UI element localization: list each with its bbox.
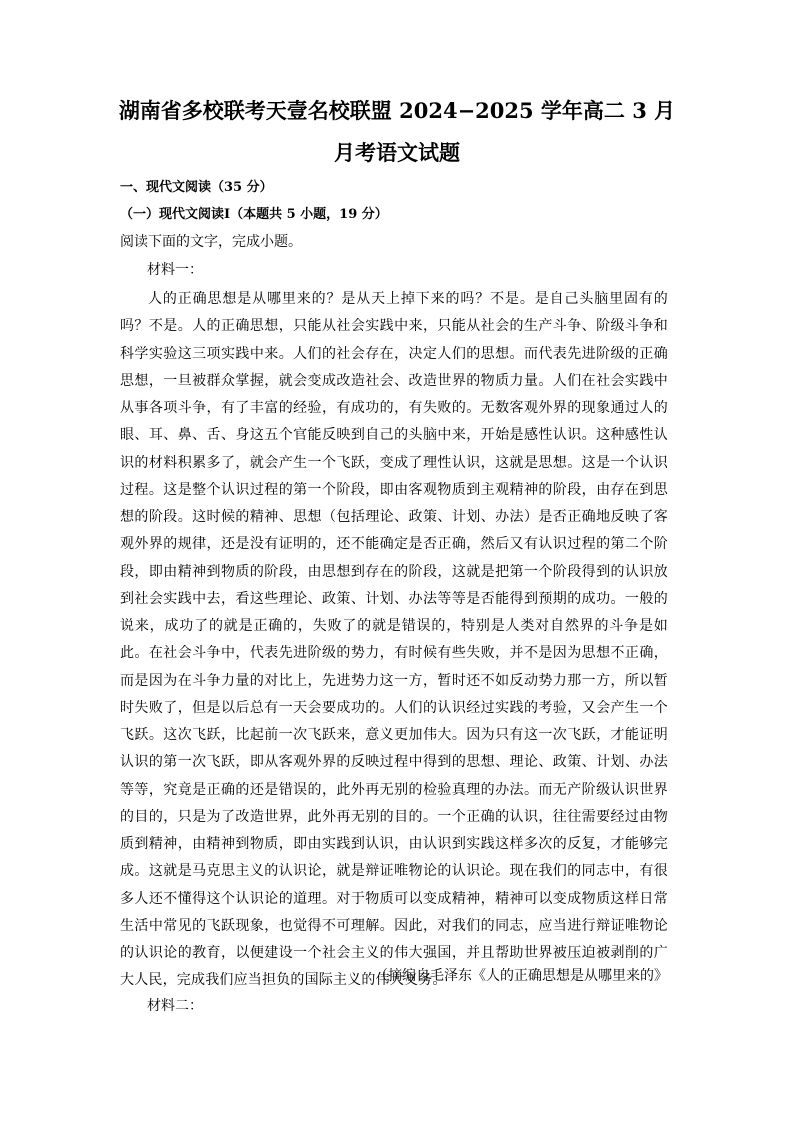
exam-title-line1: 湖南省多校联考天壹名校联盟 2024−2025 学年高二 3 月: [118, 98, 676, 123]
section-heading: 一、现代文阅读（35 分）: [120, 180, 273, 195]
reading-instruction: 阅读下面的文字，完成小题。: [120, 234, 302, 250]
material2-label: 材料二：: [147, 998, 203, 1014]
material1-passage: 人的正确思想是从哪里来的？是从天上掉下来的吗？不是。是自己头脑里固有的吗？不是。人的正确思想，只能从社会实践中来，只能从社会的生产斗争、阶级斗争和科学实验这三项实践中来。人们的社会存在，决定人们的思想。而代表先进阶级的正确思想，一旦被群众掌握，就会变成改造社会、改造世界的物质力量。人们在社会实践中从事各项斗争，有了丰富的经验，有成功的，有失败的。无数客观外界的现象通过人的眼、耳、鼻、舌、身这五个官能反映到自己的头脑中来，开始是感性认识。这种感性认识的材料积累多了，就会产生一个飞跃，变成了理性认识，这就是思想。这是一个认识过程。这是整个认识过程的第一个阶段，即由客观物质到主观精神的阶段，由存在到思想的阶段。这时候的精神、思想（包括理论、政策、计划、办法）是否正确地反映了客观外界的规律，还是没有证明的，还不能确定是否正确，然后又有认识过程的第二个阶段，即由精神到物质的阶段，由思想到存在的阶段，这就是把第一个阶段得到的认识放到社会实践中去，看这些理论、政策、计划、办法等等是否能得到预期的成功。一般的说来，成功了的就是正确的，失败了的就是错误的，特别是人类对自然界的斗争是如此。在社会斗争中，代表先进阶级的势力，有时候有些失败，并不是因为思想不正确，而是因为在斗争力量的对比上，先进势力这一方，暂时还不如反动势力那一方，所以暂时失败了，但是以后总有一天会要成功的。人们的认识经过实践的考验，又会产生一个飞跃。这次飞跃，比起前一次飞跃来，意义更加伟大。因为只有这一次飞跃，才能证明认识的第一次飞跃，即从客观外界的反映过程中得到的思想、理论、政策、计划、办法等等，究竟是正确的还是错误的，此外再无别的检验真理的办法。而无产阶级认识世界的目的，只是为了改造世界，此外再无别的目的。一个正确的认识，往往需要经过由物质到精神，由精神到物质，即由实践到认识，由认识到实践这样多次的反复，才能够完成。这就是马克思主义的认识论，就是辩证唯物论的认识论。现在我们的同志中，有很多人还不懂得这个认识论的道理。对于物质可以变成精神，精神可以变成物质这样日常生活中常见的飞跃现象，也觉得不可理解。因此，对我们的同志，应当进行辩证唯物论的认识论的教育，以便建设一个社会主义的伟大强国，并且帮助世界被压迫被剥削的广大人民，完成我们应当担负的国际主义的伟大义务。: [120, 291, 668, 989]
exam-title-line2: 月考语文试题: [334, 140, 460, 165]
material1-label: 材料一：: [147, 262, 203, 278]
subsection-heading: （一）现代文阅读Ⅰ（本题共 5 小题，19 分）: [120, 207, 388, 222]
material1-source: （摘编自毛泽东《人的正确思想是从哪里来的》: [374, 968, 668, 984]
